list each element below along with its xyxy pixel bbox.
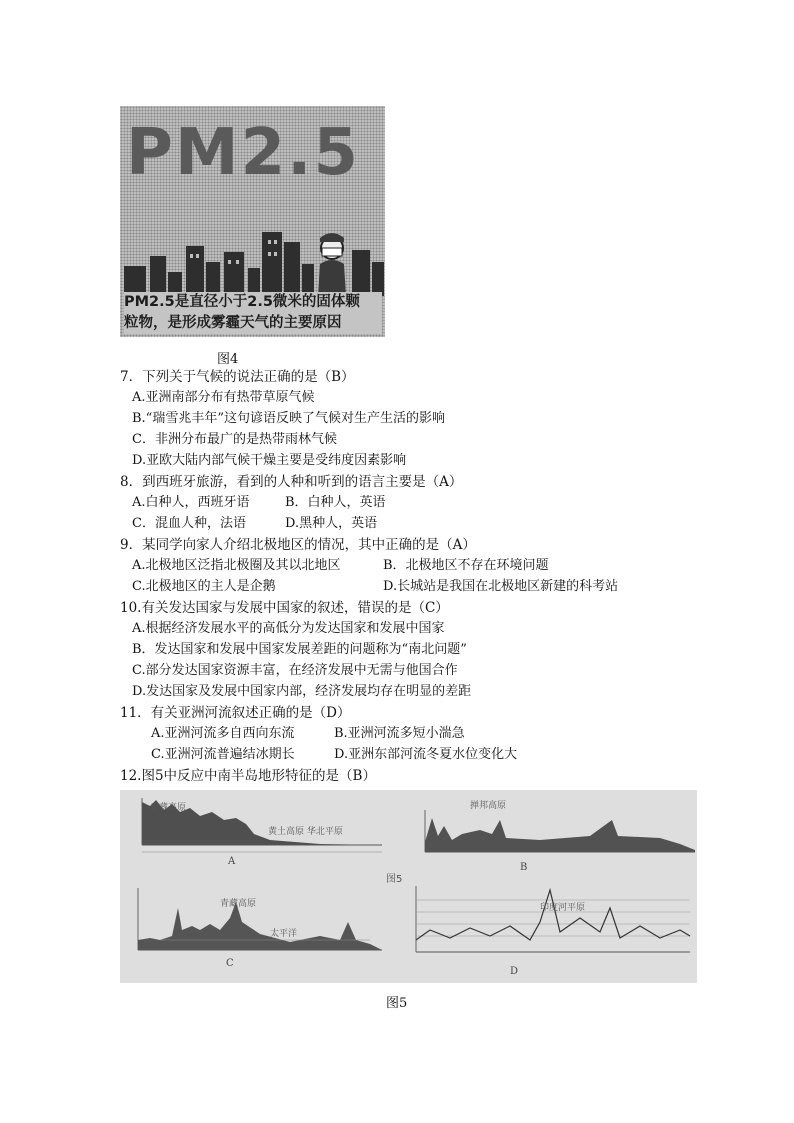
panel-d-letter: D — [510, 966, 519, 977]
q8-option-b: B．白种人，英语 — [285, 495, 386, 510]
pm25-title: PM2.5 — [126, 116, 360, 190]
q10-option-a: A.根据经济发展水平的高低分为发达国家和发展中国家 — [132, 621, 445, 636]
q7-option-c: C．非洲分布最广的是热带雨林气候 — [132, 432, 337, 447]
question-7-stem: 7．下列关于气候的说法正确的是（B） — [120, 369, 355, 385]
question-12-stem: 12.图5中反应中南半岛地形特征的是（B） — [120, 768, 376, 784]
profile-panel-d — [416, 886, 690, 952]
q11-option-a: A.亚洲河流多自西向东流 — [151, 726, 295, 741]
panel-c-letter: C — [226, 958, 234, 969]
panel-a-label: 青藏高原 — [150, 803, 187, 813]
panel-b-label: 掸邦高原 — [470, 801, 507, 811]
city-skyline-illustration — [120, 226, 385, 296]
q11-option-b: B.亚洲河流多短小湍急 — [334, 726, 465, 741]
q9-option-c: C.北极地区的主人是企鹅 — [132, 579, 276, 594]
question-10-stem: 10.有关发达国家与发展中国家的叙述，错误的是（C） — [120, 600, 449, 616]
panel-c-label-2: 太平洋 — [270, 929, 298, 939]
panel-a-label-2: 黄土高原 华北平原 — [268, 827, 343, 837]
panel-c-label: 青藏高原 — [220, 899, 257, 909]
terrain-profiles-drawing — [120, 790, 697, 983]
q10-option-c: C.部分发达国家资源丰富，在经济发展中无需与他国合作 — [132, 663, 458, 678]
q8-option-d: D.黑种人，英语 — [285, 516, 378, 531]
pm25-image — [120, 106, 385, 337]
panel-a-letter: A — [228, 856, 236, 867]
q8-option-c: C．混血人种，法语 — [132, 516, 246, 531]
q9-option-a: A.北极地区泛指北极圈及其以北地区 — [132, 558, 341, 573]
pm25-caption-line1: PM2.5是直径小于2.5微米的固体颗 — [124, 294, 360, 310]
q9-option-d: D.长城站是我国在北极地区新建的科考站 — [383, 579, 619, 594]
figure5-inner-label: 图5 — [386, 874, 403, 885]
pm25-caption-line2: 粒物，是形成雾霾天气的主要原因 — [124, 315, 342, 331]
profile-panel-c — [138, 888, 382, 950]
q8-option-a: A.白种人，西班牙语 — [132, 495, 250, 510]
profile-panel-b — [425, 810, 695, 852]
panel-b-letter: B — [520, 862, 528, 873]
panel-d-label: 印度河平原 — [540, 903, 586, 913]
figure5-label: 图5 — [386, 996, 408, 1011]
figure4-label: 图4 — [217, 352, 239, 367]
q10-option-d: D.发达国家及发展中国家内部，经济发展均存在明显的差距 — [132, 684, 472, 699]
q7-option-a: A.亚洲南部分布有热带草原气候 — [132, 390, 315, 405]
terrain-profiles-figure — [120, 790, 697, 983]
q11-option-d: D.亚洲东部河流冬夏水位变化大 — [334, 747, 518, 762]
question-11-stem: 11．有关亚洲河流叙述正确的是（D） — [120, 705, 351, 721]
pm25-caption — [124, 292, 382, 334]
question-8-stem: 8．到西班牙旅游，看到的人种和听到的语言主要是（A） — [120, 474, 463, 490]
q10-option-b: B．发达国家和发展中国家发展差距的问题称为“南北问题” — [132, 642, 467, 657]
question-9-stem: 9．某同学向家人介绍北极地区的情况，其中正确的是（A） — [120, 537, 476, 553]
q7-option-b: B.“瑞雪兆丰年”这句谚语反映了气候对生产生活的影响 — [132, 411, 445, 426]
q11-option-c: C.亚洲河流普遍结冰期长 — [151, 747, 295, 762]
q7-option-d: D.亚欧大陆内部气候干燥主要是受纬度因素影响 — [132, 453, 407, 468]
q9-option-b: B．北极地区不存在环境问题 — [383, 558, 549, 573]
